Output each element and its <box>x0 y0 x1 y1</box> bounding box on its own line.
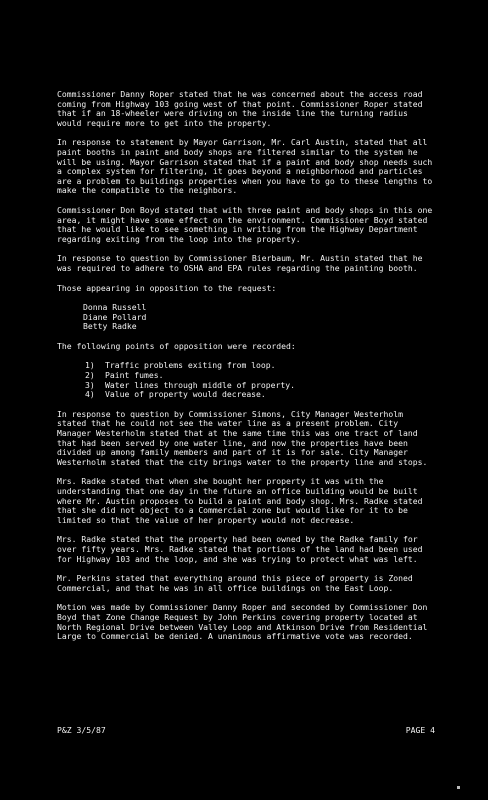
list-number: 4) <box>85 389 95 400</box>
document-page <box>57 90 435 652</box>
scan-speck <box>457 786 460 789</box>
list-item: Diane Pollard <box>83 311 147 322</box>
paragraph: The following points of opposition were recorded: <box>57 340 296 351</box>
footer-page-number: PAGE 4 <box>405 725 435 735</box>
paragraph: Those appearing in opposition to the request: <box>57 282 277 293</box>
list-text: Traffic problems exiting from loop. <box>105 360 276 371</box>
list-number: 2) <box>85 370 95 381</box>
list-number: 3) <box>85 379 95 390</box>
list-item: Donna Russell <box>83 302 147 313</box>
paragraph: Mrs. Radke stated that when she bought her property it was with the understanding that one day in the future an office building would be built where Mr. Austin proposes to build a paint and body shop. Mrs. Radke stated that she did not object to a Commercial zone but would like for it to be limited so that the value of her property would not decrease. <box>57 476 423 525</box>
paragraph: In response to question by Commissioner Simons, City Manager Westerholm stated that he could not see the water line as a present problem. City Manager Westerholm stated that at the same time this was one tract of land that had been served by one water line, and now the properties have been divided up among family members and part of it is for sale. City Manager Westerholm stated that the city brings water to the property line and stops. <box>57 408 428 467</box>
footer-date: P&Z 3/5/87 <box>57 725 106 735</box>
list-item <box>85 390 435 400</box>
list-number: 1) <box>85 360 95 371</box>
paragraph: Commissioner Danny Roper stated that he was concerned about the access road coming from Highway 103 going west of that point. Commissioner Roper stated that if an 18-wheeler were driving on the inside line the turning radius would require more to get into the property. <box>57 89 423 128</box>
paragraph: In response to question by Commissioner Bierbaum, Mr. Austin stated that he was required to adhere to OSHA and EPA rules regarding the painting booth. <box>57 253 423 273</box>
list-text: Paint fumes. <box>105 370 164 381</box>
list-text: Water lines through middle of property. <box>105 379 296 390</box>
paragraph: Motion was made by Commissioner Danny Roper and seconded by Commissioner Don Boyd that Zone Change Request by John Perkins covering property located at North Regional Drive between Valley Loop and Atkinson Drive from Residential Large to Commercial be denied. A unanimous affirmative vote was recorded. <box>57 602 428 642</box>
opposition-points-list <box>57 361 435 399</box>
page-footer <box>57 726 435 736</box>
list-item: Betty Radke <box>83 321 137 332</box>
paragraph: In response to statement by Mayor Garrison, Mr. Carl Austin, stated that all paint booths in paint and body shops are filtered similar to the system he will be using. Mayor Garrison stated that if a paint and body shop needs such a complex system for filtering, it goes beyond a neighborhood and particles are a problem to buildings properties when you have to go to these lengths to make the compatible to the neighbors. <box>57 137 433 196</box>
opponents-list <box>57 303 435 332</box>
paragraph: Commissioner Don Boyd stated that with three paint and body shops in this one area, it might have some effect on the environment. Commissioner Boyd stated that he would like to see something in writing from the Highway Department regarding exiting from the loop into the property. <box>57 204 433 244</box>
list-text: Value of property would decrease. <box>105 389 266 400</box>
paragraph: Mrs. Radke stated that the property had been owned by the Radke family for over fifty years. Mrs. Radke stated that portions of the land had been used for Highway 103 and the loop, and she was trying to protect what was left. <box>57 534 423 564</box>
paragraph: Mr. Perkins stated that everything around this piece of property is Zoned Commercial, and that he was in all office buildings on the East Loop. <box>57 573 413 593</box>
